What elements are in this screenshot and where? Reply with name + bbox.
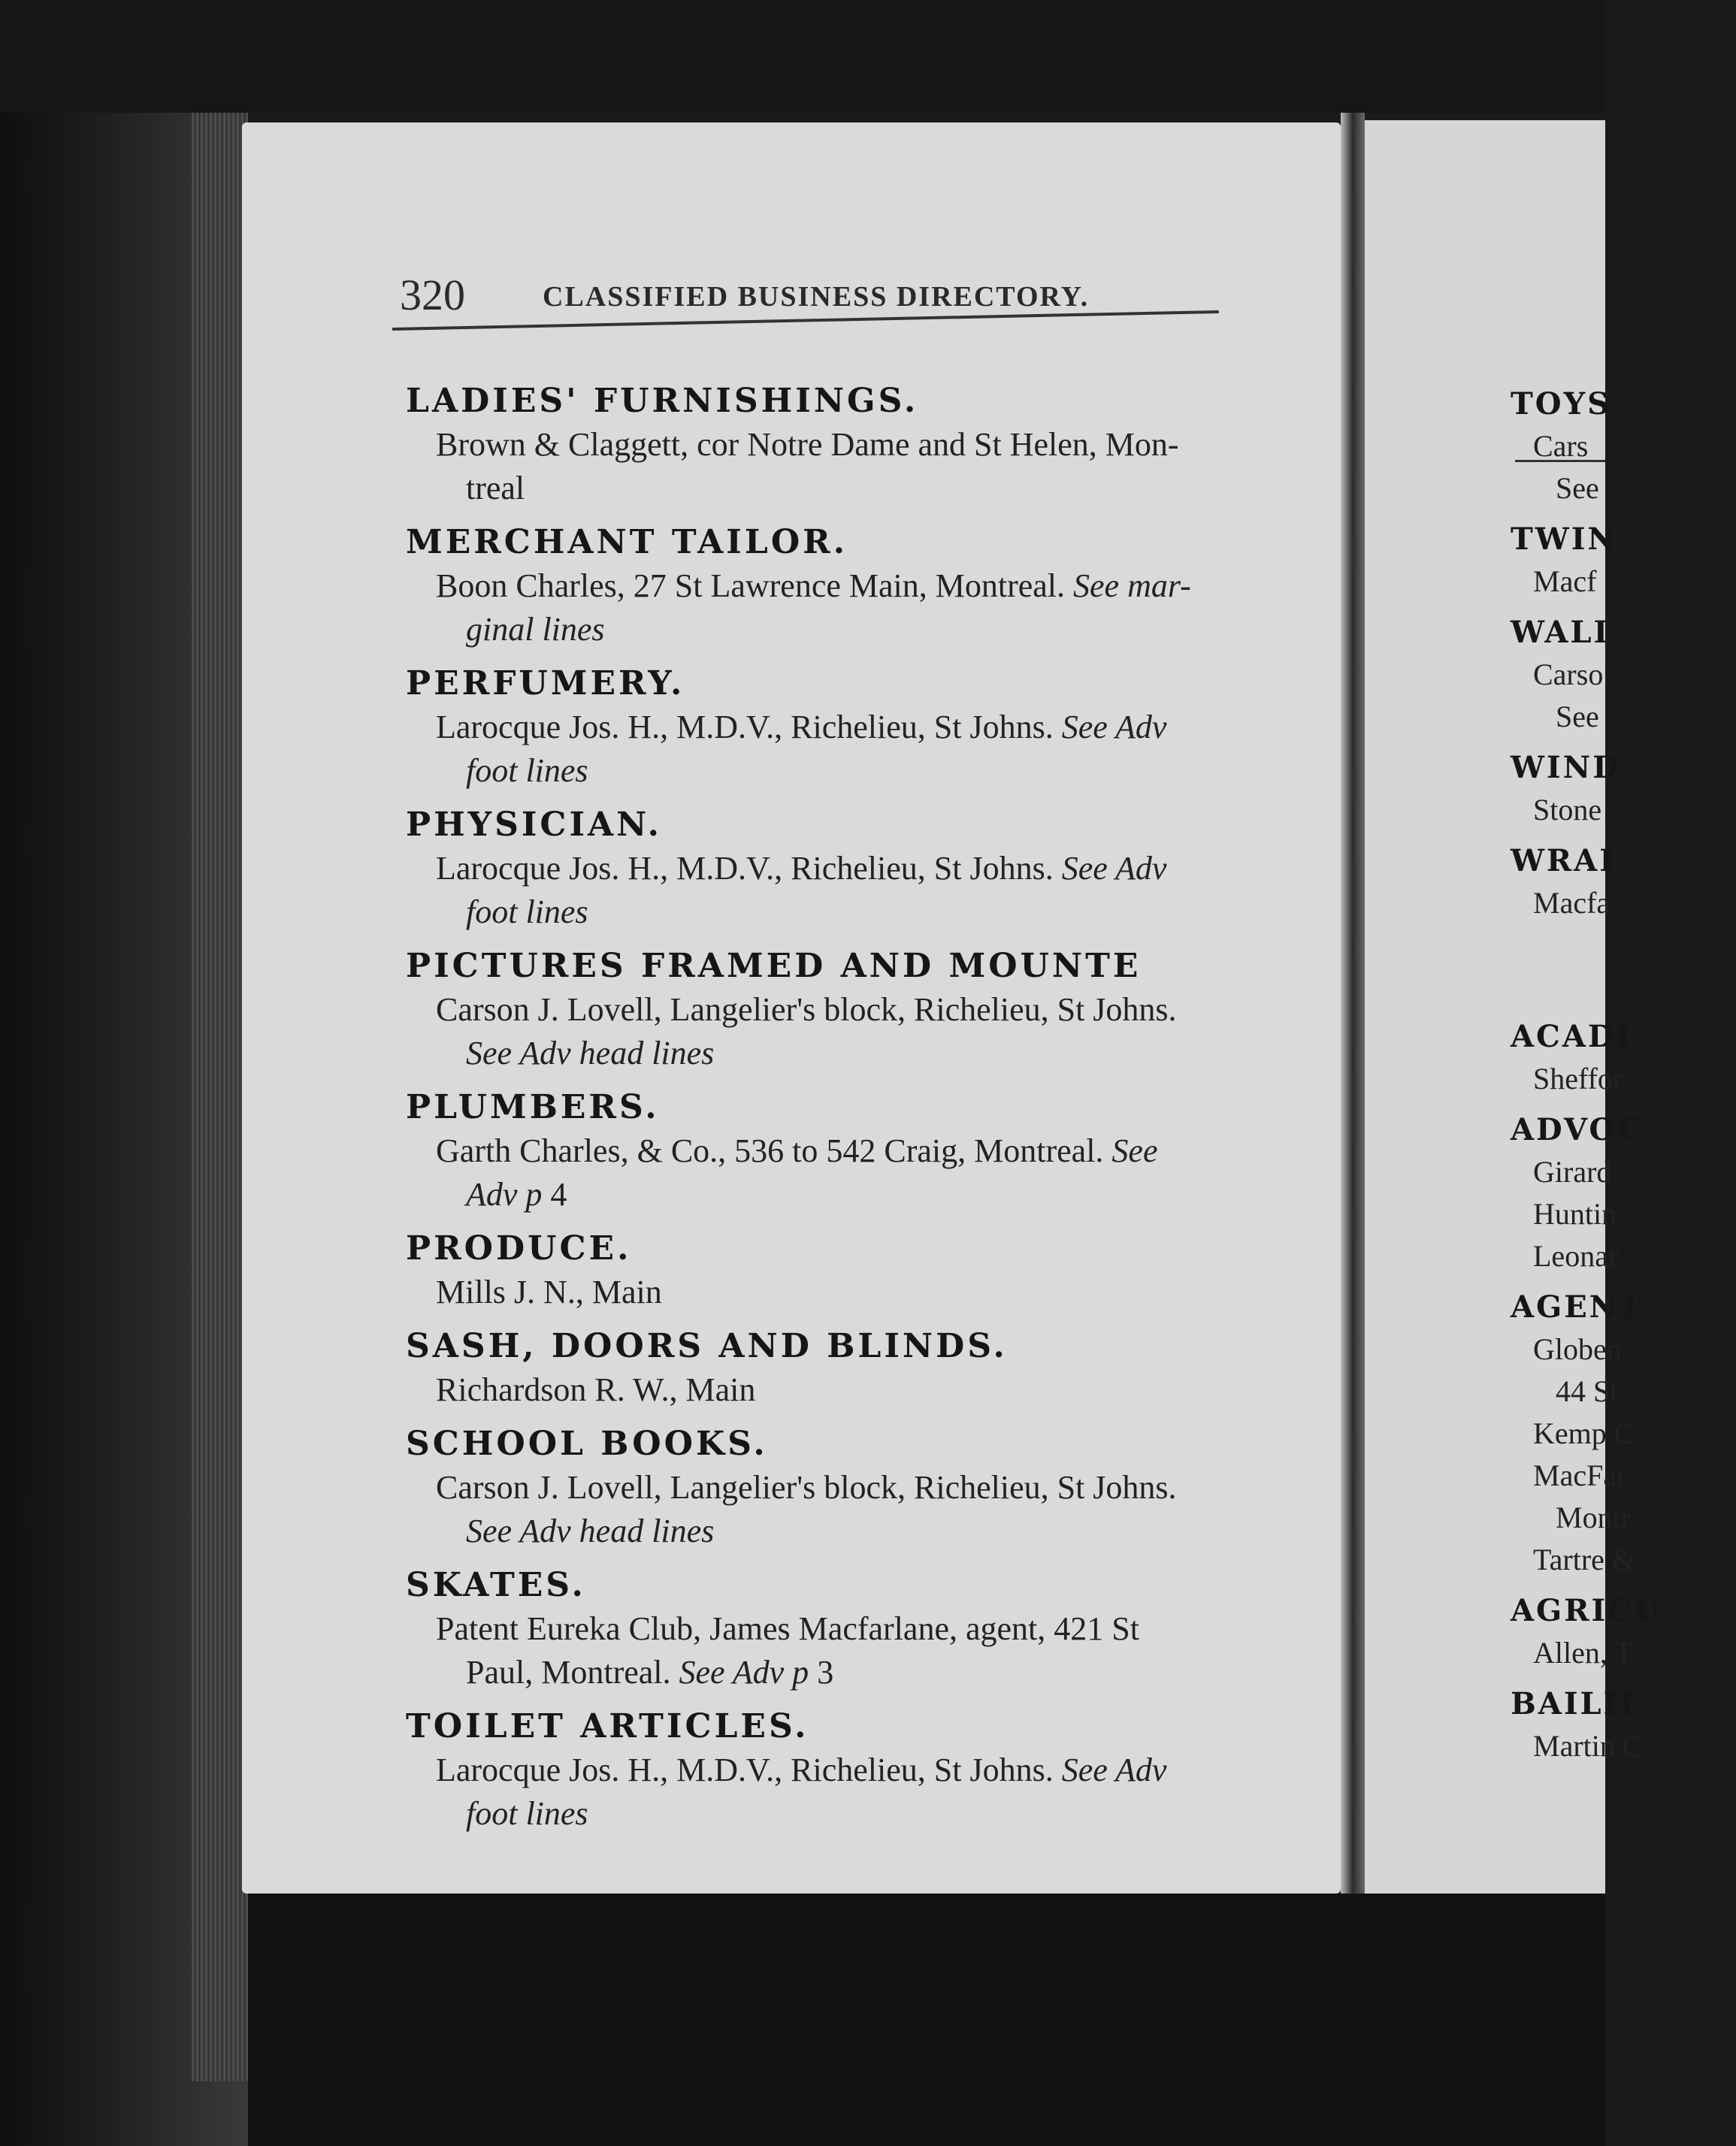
listing-reference: See Adv	[1061, 1752, 1167, 1788]
right-listing-fragment: Leonar	[1533, 1239, 1619, 1273]
listing-continuation	[436, 1510, 1300, 1553]
listing-text: Brown & Claggett, cor Notre Dame and St Helen, Mon-	[436, 426, 1179, 463]
right-listing-fragment: Huntin	[1533, 1197, 1617, 1231]
page-edges	[192, 113, 248, 2081]
right-section-heading: TOYS	[1511, 386, 1612, 422]
listing	[406, 847, 1300, 934]
listing-reference: foot lines	[466, 893, 588, 930]
listing-reference: See Adv head lines	[466, 1035, 715, 1071]
section-heading: PRODUCE.	[406, 1229, 632, 1268]
book-gutter	[1341, 113, 1365, 1894]
section-heading: LADIES' FURNISHINGS.	[406, 382, 919, 420]
listing	[406, 564, 1300, 651]
section-heading: PERFUMERY.	[406, 664, 685, 703]
right-section-heading: ADVOC	[1511, 1112, 1644, 1147]
section-toilet-articles	[406, 1705, 1300, 1836]
section-plumbers	[406, 1086, 1300, 1217]
listing-reference: See Adv p	[679, 1654, 809, 1691]
listing-cont-tail: 3	[809, 1654, 834, 1691]
right-section-heading: BAILIF	[1511, 1686, 1644, 1721]
listing-text: Patent Eureka Club, James Macfarlane, agent, 421 St	[436, 1610, 1139, 1647]
listing-continuation	[436, 1032, 1300, 1075]
listing-cont-text: Paul, Montreal.	[466, 1654, 679, 1691]
listing-text: Boon Charles, 27 St Lawrence Main, Montreal.	[436, 567, 1074, 604]
right-listing-fragment: Stone	[1533, 793, 1602, 827]
right-page	[1365, 120, 1662, 1894]
right-listing-fragment: Cars	[1533, 429, 1589, 463]
listing-text: Carson J. Lovell, Langelier's block, Richelieu, St Johns.	[436, 1469, 1177, 1506]
left-page	[242, 122, 1341, 1894]
section-heading: PLUMBERS.	[406, 1088, 660, 1126]
section-physician	[406, 803, 1300, 934]
section-heading: SKATES.	[406, 1566, 586, 1604]
section-heading: MERCHANT TAILOR.	[406, 523, 848, 561]
listing-text: Richardson R. W., Main	[436, 1371, 756, 1408]
listing-text: Larocque Jos. H., M.D.V., Richelieu, St Johns.	[436, 709, 1062, 745]
right-listing-fragment: Montr	[1556, 1501, 1631, 1534]
listing-reference: See Adv	[1061, 709, 1167, 745]
section-heading: PICTURES FRAMED AND MOUNTE	[406, 947, 1142, 985]
right-listing-fragment: Macf	[1533, 564, 1597, 598]
section-ladies-furnishings	[406, 379, 1300, 510]
listing	[406, 1466, 1300, 1553]
listing-cont-text: 4	[542, 1176, 567, 1213]
scan-bottom-border	[248, 1894, 1605, 2146]
listing-reference: See	[1111, 1132, 1158, 1169]
listing-continuation	[436, 467, 1300, 510]
right-section-heading: TWIN	[1511, 521, 1617, 557]
section-merchant-tailor	[406, 521, 1300, 651]
listing-text: Carson J. Lovell, Langelier's block, Richelieu, St Johns.	[436, 991, 1177, 1028]
listing	[406, 1129, 1300, 1217]
right-section-heading: ACADI	[1511, 1019, 1633, 1054]
listing-continuation	[436, 608, 1300, 651]
listing	[406, 1368, 1300, 1412]
listing	[406, 1271, 1300, 1314]
listing-reference: See Adv head lines	[466, 1513, 715, 1549]
listing-cont-text: treal	[466, 470, 525, 506]
section-heading: TOILET ARTICLES.	[406, 1707, 809, 1746]
section-produce	[406, 1227, 1300, 1314]
right-listing-fragment: Sheffor	[1533, 1062, 1623, 1096]
right-section-heading: AGRICU	[1511, 1593, 1662, 1628]
right-section-gap	[1511, 924, 1736, 1007]
section-sash-doors-blinds	[406, 1325, 1300, 1412]
right-listing-fragment: Macfa	[1533, 886, 1610, 920]
section-pictures-framed	[406, 945, 1300, 1075]
listing-continuation	[436, 1651, 1300, 1694]
right-listing-fragment: See	[1556, 471, 1599, 505]
directory-entries	[406, 379, 1300, 1846]
right-listing-fragment: Allen, T	[1533, 1636, 1633, 1670]
listing-text: Larocque Jos. H., M.D.V., Richelieu, St Johns.	[436, 1752, 1062, 1788]
listing-reference: Adv p	[466, 1176, 543, 1213]
right-listing-fragment: Martin C	[1533, 1729, 1643, 1763]
right-section-heading: AGENT	[1511, 1289, 1644, 1325]
listing	[406, 988, 1300, 1075]
listing-continuation	[436, 890, 1300, 934]
right-section-heading: WALI	[1511, 615, 1610, 650]
listing-reference: ginal lines	[466, 611, 605, 648]
scan-top-border	[0, 0, 1605, 113]
right-listing-fragment: Kemp C	[1533, 1416, 1635, 1450]
listing	[406, 706, 1300, 793]
listing-reference: foot lines	[466, 752, 588, 789]
right-listing-fragment: MacFar	[1533, 1458, 1627, 1492]
listing	[406, 1607, 1300, 1694]
section-heading: SCHOOL BOOKS.	[406, 1425, 768, 1463]
right-page-entries	[1511, 374, 1736, 1767]
right-listing-fragment: Girard	[1533, 1155, 1612, 1189]
listing-continuation	[436, 749, 1300, 793]
right-listing-fragment: Globen	[1533, 1332, 1622, 1366]
right-listing-fragment: 44 St	[1556, 1374, 1619, 1408]
listing	[406, 423, 1300, 510]
listing-text: Larocque Jos. H., M.D.V., Richelieu, St Johns.	[436, 850, 1062, 887]
right-section-heading: WRAI	[1511, 843, 1616, 878]
right-listing-fragment: Tartre &	[1533, 1543, 1636, 1576]
listing-continuation	[436, 1173, 1300, 1217]
page-header	[400, 264, 1339, 324]
listing-reference: See Adv	[1061, 850, 1167, 887]
section-school-books	[406, 1422, 1300, 1553]
right-listing-fragment: See	[1556, 700, 1599, 733]
listing-continuation	[436, 1792, 1300, 1836]
listing-text: Garth Charles, & Co., 536 to 542 Craig, Montreal.	[436, 1132, 1112, 1169]
section-heading: PHYSICIAN.	[406, 806, 662, 844]
running-head: CLASSIFIED BUSINESS DIRECTORY.	[543, 281, 1090, 313]
section-skates	[406, 1564, 1300, 1694]
page-number: 320	[400, 271, 465, 319]
right-listing-fragment: Carso	[1533, 657, 1604, 691]
section-perfumery	[406, 662, 1300, 793]
listing	[406, 1749, 1300, 1836]
listing-reference: See mar-	[1073, 567, 1191, 604]
listing-text: Mills J. N., Main	[436, 1274, 662, 1310]
right-section-heading: WIND	[1511, 750, 1621, 785]
section-heading: SASH, DOORS AND BLINDS.	[406, 1327, 1008, 1365]
listing-reference: foot lines	[466, 1795, 588, 1832]
